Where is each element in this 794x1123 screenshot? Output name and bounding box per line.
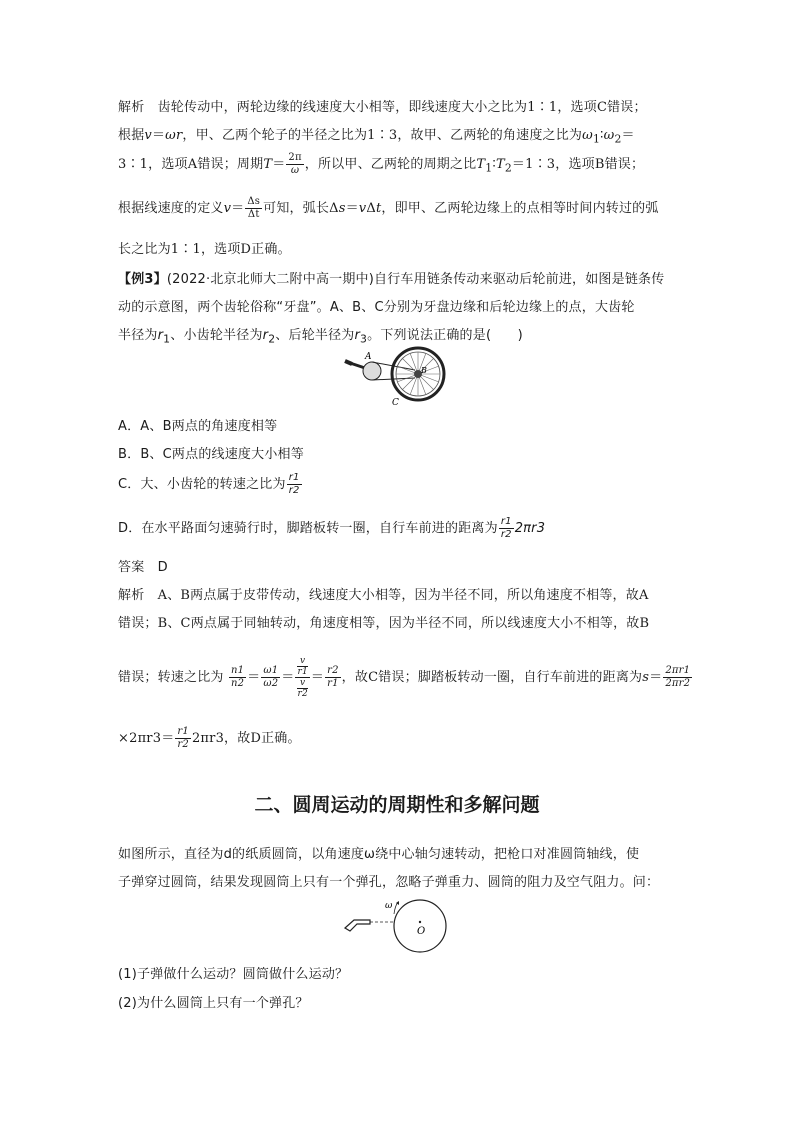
denominator: ω [290, 165, 300, 176]
example3-line3 [118, 324, 523, 346]
var-t: t [375, 201, 382, 216]
eq: ＝ [272, 157, 286, 172]
numerator: 2π [288, 152, 302, 163]
var-v: v [144, 128, 152, 143]
denominator: r1 [327, 678, 339, 689]
text: ，甲、乙两个轮子的半径之比为1∶3，故甲、乙两轮的角速度之比为 [182, 128, 583, 143]
eq: ＝ [231, 201, 245, 216]
label-b: B [421, 366, 427, 375]
var-omega: ω [603, 128, 615, 143]
question-2: (2)为什么圆筒上只有一个弹孔？ [118, 996, 309, 1011]
delta: Δ [366, 201, 376, 216]
denominator: r2 [177, 739, 189, 750]
fraction-r [325, 665, 341, 690]
numerator: ω1 [263, 665, 279, 676]
numerator: 2πr1 [665, 665, 691, 676]
option-b: B．B、C两点的线速度大小相等 [118, 447, 304, 462]
v: v [297, 678, 307, 689]
label-omega: ω [385, 901, 393, 911]
text: C．大、小齿轮的转速之比为 [118, 477, 286, 492]
analysis2-line1: 解析 A、B两点属于皮带传动，线速度大小相等，因为半径不同，所以角速度不相等，故A [118, 588, 649, 603]
compound-denominator [295, 678, 309, 699]
text: 错误；转速之比为 [118, 670, 224, 685]
text: ＝1∶3，选项B错误； [511, 157, 645, 172]
denominator: 2πr2 [665, 678, 691, 689]
option-c [118, 472, 303, 497]
option-d [118, 516, 545, 541]
ratio: ∶ [600, 128, 604, 143]
text: 根据 [118, 128, 145, 143]
text: 2πr3 [514, 521, 546, 536]
eq: ＝ [247, 670, 261, 685]
option-a: A．A、B两点的角速度相等 [118, 419, 278, 434]
var-T: T [495, 157, 505, 172]
text: D．在水平路面匀速骑行时，脚踏板转一圈，自行车前进的距离为 [118, 521, 498, 536]
text: ，所以甲、乙两轮的周期之比 [304, 157, 477, 172]
fraction [245, 196, 262, 221]
problem-line1: 如图所示，直径为d的纸质圆筒，以角速度ω绕中心轴匀速转动，把枪口对准圆筒轴线，使 [118, 847, 640, 862]
text: 3∶1，选项A错误；周期 [118, 157, 264, 172]
fraction-compound [295, 656, 309, 699]
numerator: Δs [247, 196, 261, 207]
problem-line2: 子弹穿过圆筒，结果发现圆筒上只有一个弹孔，忽略子弹重力、圆筒的阻力及空气阻力。问： [118, 875, 660, 890]
example3-line2: 动的示意图，两个齿轮俗称“牙盘”。A、B、C分别为牙盘边缘和后轮边缘上的点，大齿轮 [118, 300, 635, 315]
question-1: (1)子弹做什么运动？圆筒做什么运动？ [118, 967, 349, 982]
answer-line: 答案 D [118, 560, 168, 575]
fraction [175, 726, 191, 751]
fraction [286, 152, 303, 177]
var-omega: ω [582, 128, 593, 143]
bicycle-chain-figure [340, 345, 455, 407]
sub: 1 [592, 132, 601, 146]
ratio: ∶ [492, 157, 496, 172]
example-tag: 【例3】 [118, 272, 167, 287]
eq: ＝ [310, 670, 325, 685]
fraction-omega [261, 665, 280, 690]
analysis1-line1: 解析 齿轮传动中，两轮边缘的线速度大小相等，即线速度大小之比为1∶1，选项C错误； [118, 100, 647, 115]
fraction-s [663, 665, 692, 690]
text: 根据线速度的定义 [118, 201, 224, 216]
denominator: r2 [500, 529, 512, 540]
sub: 2 [614, 132, 622, 146]
denominator: n2 [230, 678, 245, 689]
numerator: n1 [230, 665, 245, 676]
sub: 2 [504, 161, 512, 175]
text: 2πr3，故D正确。 [191, 731, 301, 746]
text: 可知，弧长Δ [263, 201, 339, 216]
sub: 3 [360, 332, 368, 346]
analysis2-line4 [118, 726, 301, 751]
var-r: r [157, 328, 164, 343]
fraction [287, 472, 302, 497]
analysis1-line4 [118, 196, 659, 221]
analysis2-line3 [118, 656, 693, 699]
eq: ＝ [151, 128, 166, 143]
denominator: ω2 [263, 678, 279, 689]
r1: r1 [297, 667, 308, 677]
denominator: r2 [288, 485, 300, 496]
analysis1-line2 [118, 124, 635, 146]
example3-line1 [118, 268, 664, 287]
var-v: v [223, 201, 232, 216]
var-r: r [354, 328, 361, 343]
analysis1-line3 [118, 152, 644, 177]
analysis1-line5: 长之比为1∶1，选项D正确。 [118, 242, 291, 257]
text: 、后轮半径为 [275, 328, 355, 343]
label-o: O [417, 926, 426, 937]
var-omega-r: ωr [165, 128, 183, 143]
text: ，即甲、乙两轮边缘上的点相等时间内转过的弧 [381, 201, 659, 216]
eq: ＝ [281, 670, 295, 685]
label-c: C [392, 398, 399, 407]
label-a: A [365, 352, 372, 362]
sub: 1 [485, 161, 493, 175]
sub: 2 [268, 332, 276, 346]
fraction-n [229, 665, 246, 690]
var-r: r [262, 328, 269, 343]
front-sprocket [363, 362, 381, 380]
fraction [499, 516, 514, 541]
text: ，故C错误；脚踏板转动一圈，自行车前进的距离为 [341, 670, 643, 685]
compound-numerator [295, 656, 309, 678]
numerator: r1 [177, 726, 189, 737]
sub: 1 [163, 332, 171, 346]
numerator: r1 [500, 516, 512, 527]
text: 半径为 [118, 328, 158, 343]
text: (2022·北京北师大二附中高一期中)自行车用链条传动来驱动后轮前进，如图是链条传 [166, 272, 665, 287]
var-T: T [263, 157, 273, 172]
section-title: 二、圆周运动的周期性和多解问题 [254, 794, 540, 816]
text: ×2πr3＝ [118, 731, 175, 746]
eq: ＝ [621, 128, 635, 143]
text: 、小齿轮半径为 [170, 328, 263, 343]
analysis2-line2: 错误；B、C两点属于同轴转动，角速度相等，因为半径不同，所以线速度大小不相等，故B [118, 616, 650, 631]
r2: r2 [297, 689, 308, 699]
gun-cylinder-figure [340, 896, 455, 958]
eq: ＝ [649, 670, 663, 685]
numerator: r2 [327, 665, 339, 676]
var-s: s [338, 201, 346, 216]
var-T: T [476, 157, 486, 172]
numerator: r1 [288, 472, 300, 483]
cylinder-center [419, 921, 421, 923]
denominator: Δt [247, 209, 260, 220]
var-v: v [358, 201, 367, 216]
v: v [297, 656, 307, 667]
gun-icon [345, 920, 370, 931]
var-s: s [642, 670, 650, 685]
eq: ＝ [345, 201, 359, 216]
text: 。下列说法正确的是( ) [367, 328, 523, 343]
